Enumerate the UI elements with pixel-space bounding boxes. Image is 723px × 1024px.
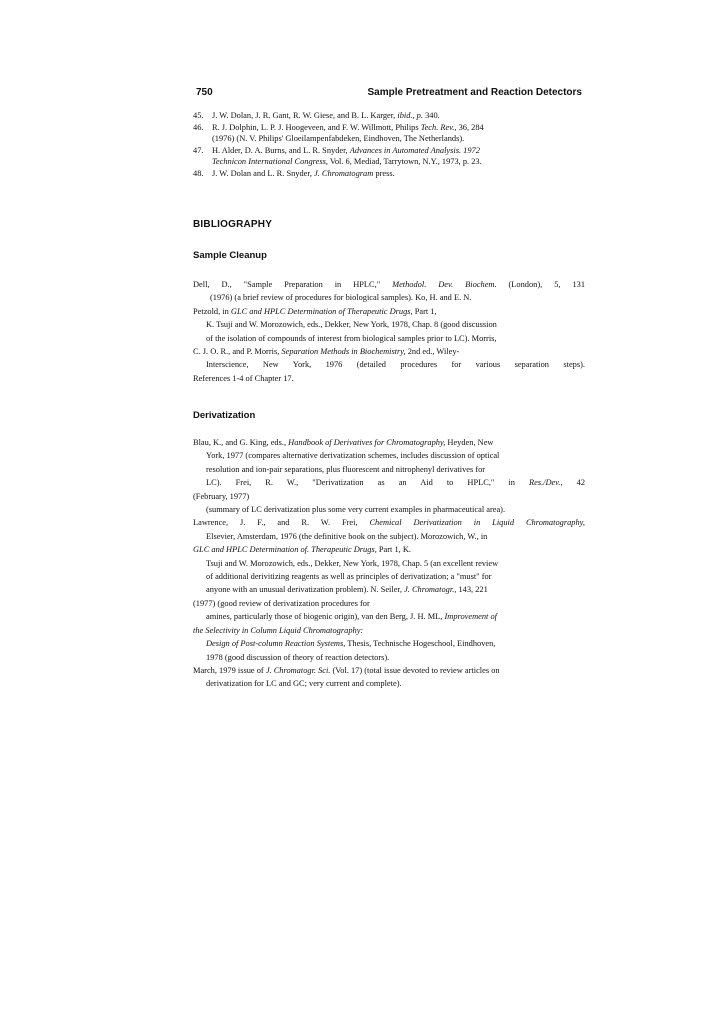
text-run: Heyden, New: [445, 438, 494, 447]
italic-text: Technicon International Congress,: [212, 157, 328, 166]
text-run: 36, 284: [456, 122, 484, 132]
bibliography-line: [193, 332, 585, 345]
text-run: Vol. 6, Mediad, Tarrytown, N.Y., 1973, p. 23.: [327, 157, 482, 166]
page-number: 750: [196, 87, 213, 98]
text-run: (1976) (a brief review of procedures for biological samples). Ko, H. and E. N.: [210, 293, 472, 303]
reference-number: 46.: [193, 122, 204, 132]
reference-line: [212, 122, 583, 134]
bibliography-line: [193, 570, 585, 583]
italic-text: GLC and HPLC Determination of. Therapeutic Drugs,: [193, 545, 377, 555]
bibliography-line: [193, 305, 585, 318]
text-run: (Vol. 17) (total issue devoted to review articles on: [330, 665, 500, 675]
text-run: C. J. O. R., and P. Morris,: [193, 347, 282, 357]
italic-text: Tech. Rev.,: [420, 122, 457, 132]
bibliography-line: [193, 637, 585, 650]
bibliography-line: [193, 476, 585, 489]
bibliography-line: [193, 677, 585, 690]
bibliography-line: [193, 358, 585, 371]
text-run: Interscience, New York, 1976 (detailed procedures for various separation steps).: [206, 360, 585, 370]
text-run: resolution and ion-pair separations, plus fluorescent and nitrophenyl derivatives for: [206, 464, 486, 474]
text-run: J. W. Dolan, J. R. Gant, R. W. Giese, and B. L. Karger,: [212, 111, 398, 120]
text-run: amines, particularly those of biogenic origin), van den Berg, J. H. ML,: [206, 612, 445, 622]
text-run: derivatization for LC and GC; very current and complete).: [206, 679, 402, 689]
bibliography-line: [193, 449, 585, 462]
text-run: 1978 (good discussion of theory of reaction detectors).: [206, 652, 390, 662]
bibliography-line: [193, 597, 585, 610]
text-run: (summary of LC derivatization plus some very current examples in pharmaceutical area).: [206, 505, 506, 515]
reference-item: [193, 122, 583, 145]
italic-text: J. Chromatogram: [314, 168, 374, 178]
reference-item: [193, 145, 583, 168]
italic-text: GLC and HPLC Determination of Therapeutic Drugs,: [230, 306, 413, 316]
text-run: 2nd ed., Wiley-: [405, 347, 460, 357]
italic-text: Chemical Derivatization in Liquid Chromatography,: [369, 518, 585, 528]
text-run: Petzold, in: [193, 306, 231, 316]
bibliography-line: [193, 651, 585, 664]
text-run: J. W. Dolan and L. R. Snyder,: [212, 168, 315, 178]
reference-line: [212, 156, 583, 168]
text-run: R. J. Dolphin, L. P. J. Hoogeveen, and F. W. Willmott, Philips: [212, 122, 421, 132]
text-run: K. Tsuji and W. Morozowich, eds., Dekker, New York, 1978, Chap. 8 (good discussion: [206, 320, 497, 330]
derivatization-heading: Derivatization: [193, 410, 256, 421]
bibliography-line: [193, 624, 585, 637]
italic-text: the Selectivity in Column Liquid Chromatography:: [193, 625, 364, 635]
text-run: References 1-4 of Chapter 17.: [193, 373, 294, 383]
text-run: Elsevier, Amsterdam, 1976 (the definitive book on the subject). Morozowich, W., in: [206, 531, 488, 541]
italic-text: Advances in Automated Analysis. 1972: [349, 145, 480, 155]
text-run: (London), 5, 131: [496, 280, 586, 289]
derivatization-entries: [193, 436, 585, 691]
text-run: Part 1, K.: [376, 545, 411, 555]
italic-text: Separation Methods in Biochemistry,: [281, 347, 406, 357]
bibliography-line: [193, 530, 585, 543]
bibliography-line: [193, 278, 585, 291]
reference-line: [212, 168, 583, 180]
italic-text: Methodol. Dev. Biochem.: [392, 280, 497, 289]
bibliography-line: [193, 516, 585, 529]
italic-text: J. Chromatogr.,: [404, 585, 457, 595]
bibliography-line: [193, 583, 585, 596]
text-run: (1977) (good review of derivatization procedures for: [193, 598, 370, 608]
bibliography-line: [193, 610, 585, 623]
bibliography-line: [193, 436, 585, 449]
text-run: Dell, D., "Sample Preparation in HPLC,": [193, 280, 393, 289]
italic-text: ibid., p.: [397, 111, 423, 120]
text-run: of additional derivitizing reagents as well as principles of derivatization; a "must" for: [206, 572, 492, 582]
text-run: anyone with an unusual derivatization problem). N. Seiler,: [206, 585, 405, 595]
text-run: of the isolation of compounds of interest from biological samples prior to LC). Morris,: [206, 333, 497, 343]
text-run: LC). Frei, R. W., "Derivatization as an Aid to HPLC," in: [206, 478, 529, 488]
text-run: March, 1979 issue of: [193, 665, 266, 675]
text-run: Lawrence, J. F., and R. W. Frei,: [193, 518, 370, 528]
bibliography-line: [193, 318, 585, 331]
bibliography-line: [193, 503, 585, 516]
bibliography-line: [193, 490, 585, 503]
running-title: Sample Pretreatment and Reaction Detectors: [367, 87, 582, 98]
sample-cleanup-heading: Sample Cleanup: [193, 250, 267, 261]
bibliography-line: [193, 372, 585, 385]
bibliography-line: [193, 557, 585, 570]
italic-text: J. Chromatogr. Sci.: [265, 665, 331, 675]
text-run: 143, 221: [456, 585, 488, 595]
text-run: 340.: [422, 111, 440, 120]
reference-line: [212, 110, 583, 122]
italic-text: Design of Post-column Reaction Systems,: [206, 639, 346, 649]
running-header: [196, 87, 582, 101]
text-run: press.: [373, 168, 395, 178]
bibliography-line: [193, 291, 585, 304]
italic-text: Handbook of Derivatives for Chromatography,: [288, 438, 446, 447]
text-run: 42: [562, 478, 586, 488]
italic-text: Res./Dev.,: [529, 478, 563, 488]
reference-line: [212, 145, 583, 157]
bibliography-heading: BIBLIOGRAPHY: [193, 219, 273, 230]
text-run: Tsuji and W. Morozowich, eds., Dekker, New York, 1978, Chap. 5 (an excellent review: [206, 558, 499, 568]
text-run: Blau, K., and G. King, eds.,: [193, 438, 289, 447]
bibliography-line: [193, 345, 585, 358]
reference-item: [193, 168, 583, 180]
text-run: H. Alder, D. A. Burns, and L. R. Snyder,: [212, 145, 350, 155]
reference-list: [193, 110, 583, 179]
text-run: York, 1977 (compares alternative derivatization schemes, includes discussion of optical: [206, 451, 500, 461]
reference-item: [193, 110, 583, 122]
bibliography-line: [193, 463, 585, 476]
bibliography-line: [193, 543, 585, 556]
italic-text: Improvement of: [444, 612, 497, 622]
bibliography-line: [193, 664, 585, 677]
reference-number: 45.: [193, 111, 204, 120]
reference-line: [212, 133, 583, 145]
reference-number: 48.: [193, 168, 204, 178]
text-run: Thesis, Technische Hogeschool, Eindhoven,: [345, 639, 496, 649]
sample-cleanup-entries: [193, 278, 585, 385]
text-run: (February, 1977): [193, 491, 250, 501]
text-run: (1976) (N. V. Philips' Gloeilampenfabdeken, Eindhoven, The Netherlands).: [212, 134, 465, 143]
reference-number: 47.: [193, 145, 204, 155]
text-run: Part 1,: [412, 306, 437, 316]
